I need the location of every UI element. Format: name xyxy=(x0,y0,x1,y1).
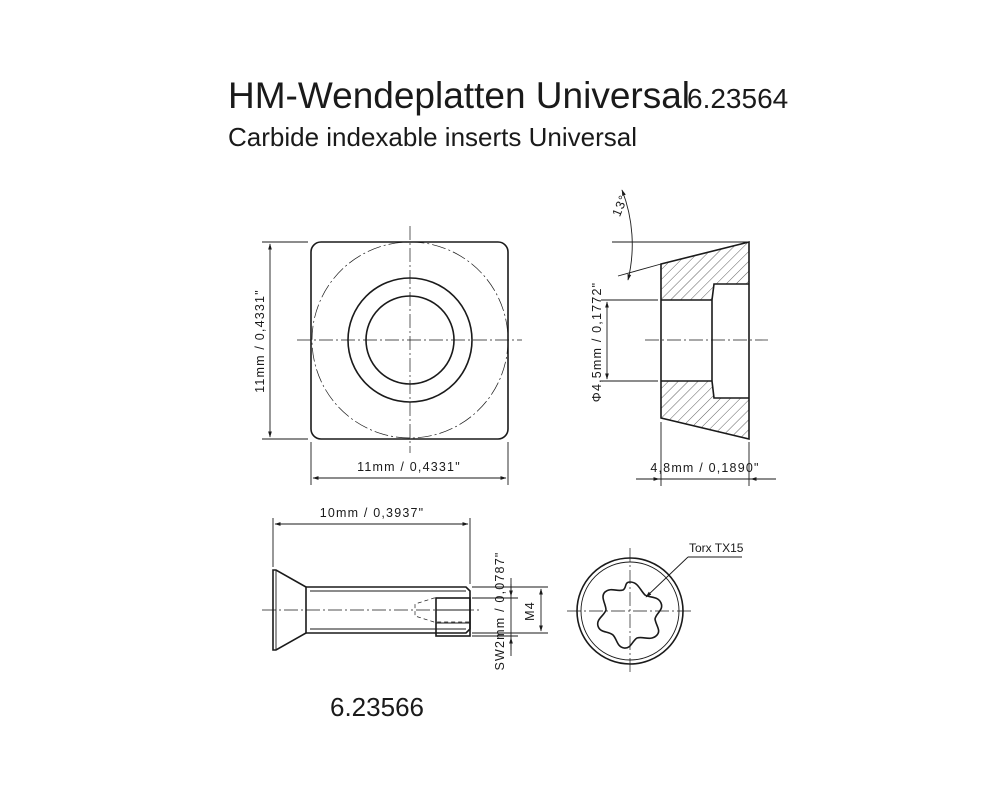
hex-socket xyxy=(436,598,470,636)
section-hatch-upper xyxy=(661,242,749,300)
angle-label: 13° xyxy=(609,192,631,219)
screw-end-view xyxy=(567,541,744,675)
hex-size-label: SW2mm / 0,0787" xyxy=(493,551,507,671)
screw-side-view xyxy=(262,506,548,671)
bore-diameter-label: Φ4,5mm / 0,1772" xyxy=(590,281,604,403)
bore-profile xyxy=(661,284,749,398)
article-number-insert: 6.23564 xyxy=(687,83,789,114)
section-hatch-lower xyxy=(661,381,749,439)
article-number-screw: 6.23566 xyxy=(330,692,424,722)
insert-front-view xyxy=(253,226,522,485)
insert-height-label: 11mm / 0,4331" xyxy=(253,289,267,393)
screw-length-label: 10mm / 0,3937" xyxy=(319,506,425,520)
thread-size-label: M4 xyxy=(523,601,537,621)
insert-width-label: 11mm / 0,4331" xyxy=(357,460,461,474)
angle-leg xyxy=(618,264,661,276)
title-english: Carbide indexable inserts Universal xyxy=(228,122,637,152)
torx-label: Torx TX15 xyxy=(689,541,744,555)
insert-section-view xyxy=(590,190,776,486)
title-german: HM-Wendeplatten Universal xyxy=(228,75,691,116)
thickness-label: 4,8mm / 0,1890" xyxy=(650,461,760,475)
